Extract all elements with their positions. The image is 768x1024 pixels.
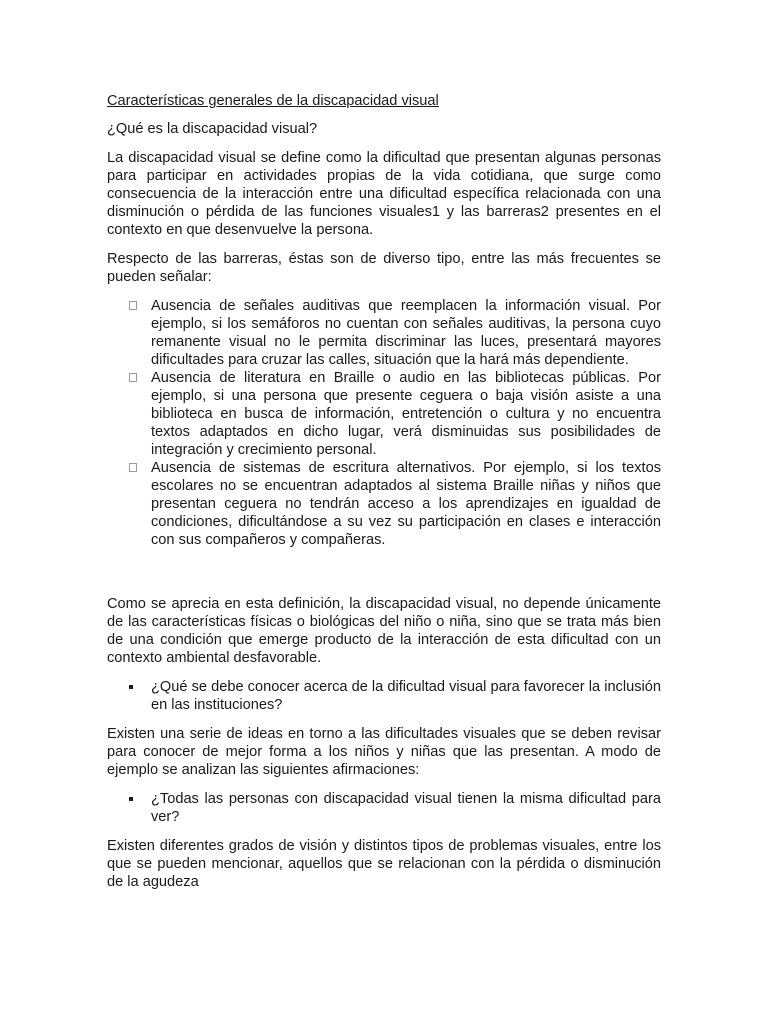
list-item-text: ¿Todas las personas con discapacidad visual tienen la misma dificultad para ver? — [151, 791, 661, 825]
square-bullet-icon — [129, 797, 133, 801]
barriers-list — [107, 297, 661, 549]
checkbox-bullet-icon — [129, 301, 137, 310]
list-item — [151, 459, 661, 549]
grades-paragraph: Existen diferentes grados de visión y distintos tipos de problemas visuales, entre los que se pueden mencionar, aquellos que se relacionan con la pérdida o disminución de la agudeza — [107, 838, 661, 890]
list-item-text: Ausencia de señales auditivas que reemplacen la información visual. Por ejemplo, si los semáforos no cuentan con señales auditivas, la persona cuyo remanente visual no le permita discriminar las luces, presentará mayores dificultades para cruzar las calles, situación que la hará más dependiente. — [151, 298, 661, 368]
section-spacer — [107, 549, 661, 595]
question-bullet-list — [107, 678, 661, 714]
question-bullet-list — [107, 790, 661, 826]
question-heading: ¿Qué es la discapacidad visual? — [107, 121, 318, 137]
list-item-text: Ausencia de literatura en Braille o audio en las bibliotecas públicas. Por ejemplo, si una persona que presente ceguera o baja visión asiste a una biblioteca en busca de información, entretención o cultura y no encuentra textos adaptados en dicho lugar, verá disminuidas sus posibilidades de integración y crecimiento personal. — [151, 370, 661, 458]
list-item — [151, 297, 661, 369]
document-page — [107, 92, 661, 902]
list-item-text: ¿Qué se debe conocer acerca de la dificultad visual para favorecer la inclusión en las instituciones? — [151, 679, 661, 713]
list-item — [151, 790, 661, 826]
list-item — [151, 678, 661, 714]
checkbox-bullet-icon — [129, 463, 137, 472]
document-title: Características generales de la discapacidad visual — [107, 93, 439, 109]
list-item — [151, 369, 661, 459]
definition-paragraph: La discapacidad visual se define como la dificultad que presentan algunas personas para participar en actividades propias de la vida cotidiana, que surge como consecuencia de la interacción entre una dificultad específica relacionada con una disminución o pérdida de las funciones visuales1 y las barreras2 presentes en el contexto en que desenvuelve la persona. — [107, 150, 661, 238]
checkbox-bullet-icon — [129, 373, 137, 382]
ideas-paragraph: Existen una serie de ideas en torno a las dificultades visuales que se deben revisar para conocer de mejor forma a los niños y niñas que las presentan. A modo de ejemplo se analizan las siguientes afirmaciones: — [107, 726, 661, 778]
conclusion-paragraph: Como se aprecia en esta definición, la discapacidad visual, no depende únicamente de las características físicas o biológicas del niño o niña, sino que se trata más bien de una condición que emerge producto de la interacción de esta dificultad con un contexto ambiental desfavorable. — [107, 596, 661, 666]
square-bullet-icon — [129, 685, 133, 689]
list-item-text: Ausencia de sistemas de escritura alternativos. Por ejemplo, si los textos escolares no se encuentran adaptados al sistema Braille niñas y niños que presentan ceguera no tendrán acceso a los aprendizajes en igualdad de condiciones, dificultándose a su vez su participación en clases e interacción con sus compañeros y compañeras. — [151, 460, 661, 548]
barriers-intro-paragraph: Respecto de las barreras, éstas son de diverso tipo, entre las más frecuentes se pueden señalar: — [107, 251, 661, 285]
